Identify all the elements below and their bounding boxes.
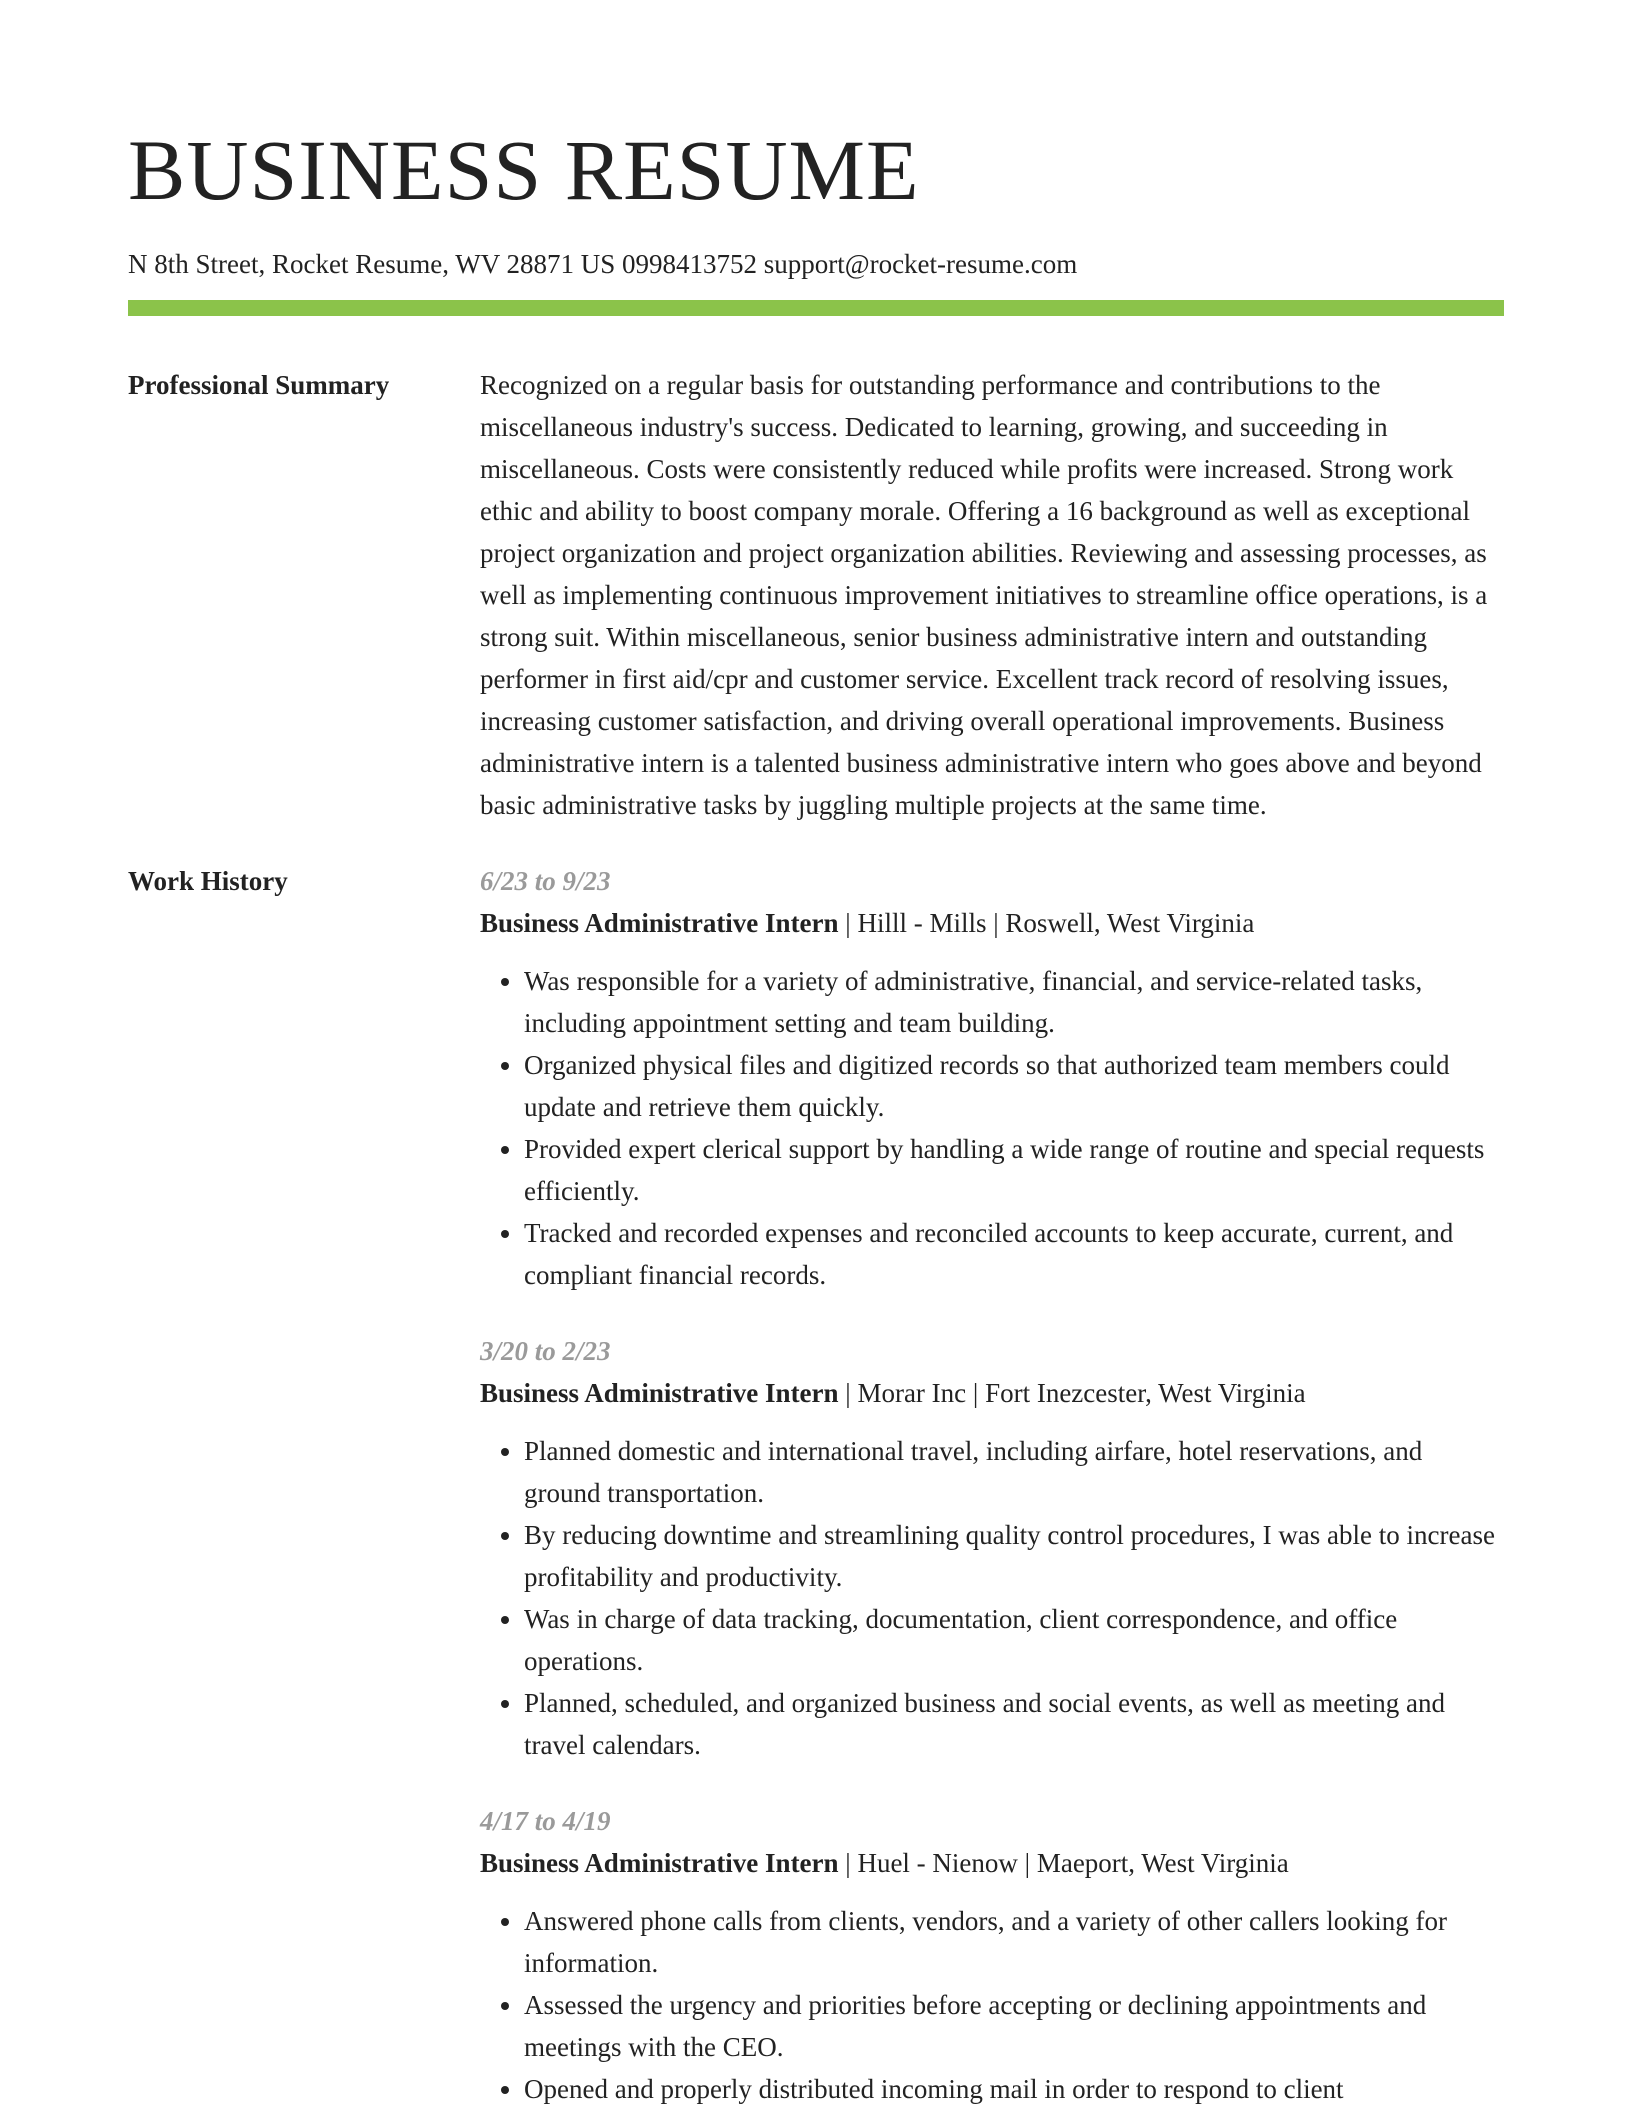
job-entry (480, 1330, 1504, 1766)
job-location: Fort Inezcester, West Virginia (985, 1378, 1306, 1408)
separator: | (1017, 1848, 1037, 1878)
job-location: Maeport, West Virginia (1036, 1848, 1289, 1878)
job-bullet: • Opened and properly distributed incoming mail in order to respond to client (524, 2068, 1504, 2110)
job-title-line (480, 1842, 1504, 1884)
job-bullet: • Organized physical files and digitized records so that authorized team members could update and retrieve them quickly. (524, 1044, 1504, 1128)
separator: | (966, 1378, 986, 1408)
job-company: Morar Inc (857, 1378, 967, 1408)
header-divider (128, 300, 1504, 316)
job-title: Business Administrative Intern (480, 908, 839, 938)
job-bullet: • Provided expert clerical support by handling a wide range of routine and special requests efficiently. (524, 1128, 1504, 1212)
job-bullet: • Tracked and recorded expenses and reconciled accounts to keep accurate, current, and compliant financial records. (524, 1212, 1504, 1296)
contact-phone: 0998413752 (621, 249, 757, 279)
job-dates: 3/20 to 2/23 (480, 1336, 611, 1366)
resume-title: BUSINESS RESUME (128, 122, 920, 218)
job-bullet: • Planned, scheduled, and organized business and social events, as well as meeting and travel calendars. (524, 1682, 1504, 1766)
summary-body (480, 364, 1504, 826)
contact-address: N 8th Street, Rocket Resume, WV 28871 US (128, 249, 616, 279)
separator: | (986, 908, 1006, 938)
summary-heading: Professional Summary (128, 370, 390, 400)
summary-text: Recognized on a regular basis for outstanding performance and contributions to the miscellaneous industry's success. Dedicated to learning, growing, and succeeding in miscellaneous. Costs were consistently reduced while profits were increased. Strong work ethic and ability to boost company morale. Offering a 16 background as well as exceptional project organization and project organization abilities. Reviewing and assessing processes, as well as implementing continuous improvement initiatives to streamline office operations, is a strong suit. Within miscellaneous, senior business administrative intern and outstanding performer in first aid/cpr and customer service. Excellent track record of resolving issues, increasing customer satisfaction, and driving overall operational improvements. Business administrative intern is a talented business administrative intern who goes above and beyond basic administrative tasks by juggling multiple projects at the same time. (480, 370, 1488, 820)
job-bullet: • Planned domestic and international travel, including airfare, hotel reservations, and ground transportation. (524, 1430, 1504, 1514)
job-title: Business Administrative Intern (480, 1378, 839, 1408)
job-dates: 6/23 to 9/23 (480, 866, 611, 896)
work-history-heading: Work History (128, 866, 288, 896)
separator: | (838, 1848, 858, 1878)
job-bullet: • Was in charge of data tracking, documentation, client correspondence, and office operations. (524, 1598, 1504, 1682)
work-history-body (480, 860, 1504, 2110)
job-company: Hilll - Mills (857, 908, 987, 938)
contact-line (128, 246, 1504, 282)
job-bullet-list (480, 1430, 1504, 1766)
job-bullet: • Assessed the urgency and priorities before accepting or declining appointments and meetings with the CEO. (524, 1984, 1504, 2068)
contact-email: support@rocket-resume.com (763, 249, 1078, 279)
job-entry (480, 1800, 1504, 2110)
job-entry (480, 860, 1504, 1296)
job-title-line (480, 902, 1504, 944)
job-title: Business Administrative Intern (480, 1848, 839, 1878)
job-dates: 4/17 to 4/19 (480, 1806, 611, 1836)
job-title-line (480, 1372, 1504, 1414)
separator: | (838, 1378, 858, 1408)
job-bullet-list (480, 960, 1504, 1296)
job-bullet-list (480, 1900, 1504, 2110)
job-location: Roswell, West Virginia (1005, 908, 1255, 938)
resume-page (128, 0, 1504, 2110)
job-bullet: • Was responsible for a variety of administrative, financial, and service-related tasks, including appointment setting and team building. (524, 960, 1504, 1044)
separator: | (838, 908, 858, 938)
summary-section (128, 364, 1504, 826)
job-bullet: • Answered phone calls from clients, vendors, and a variety of other callers looking for information. (524, 1900, 1504, 1984)
job-company: Huel - Nienow (857, 1848, 1018, 1878)
work-history-section (128, 860, 1504, 2110)
job-bullet: • By reducing downtime and streamlining quality control procedures, I was able to increase profitability and productivity. (524, 1514, 1504, 1598)
